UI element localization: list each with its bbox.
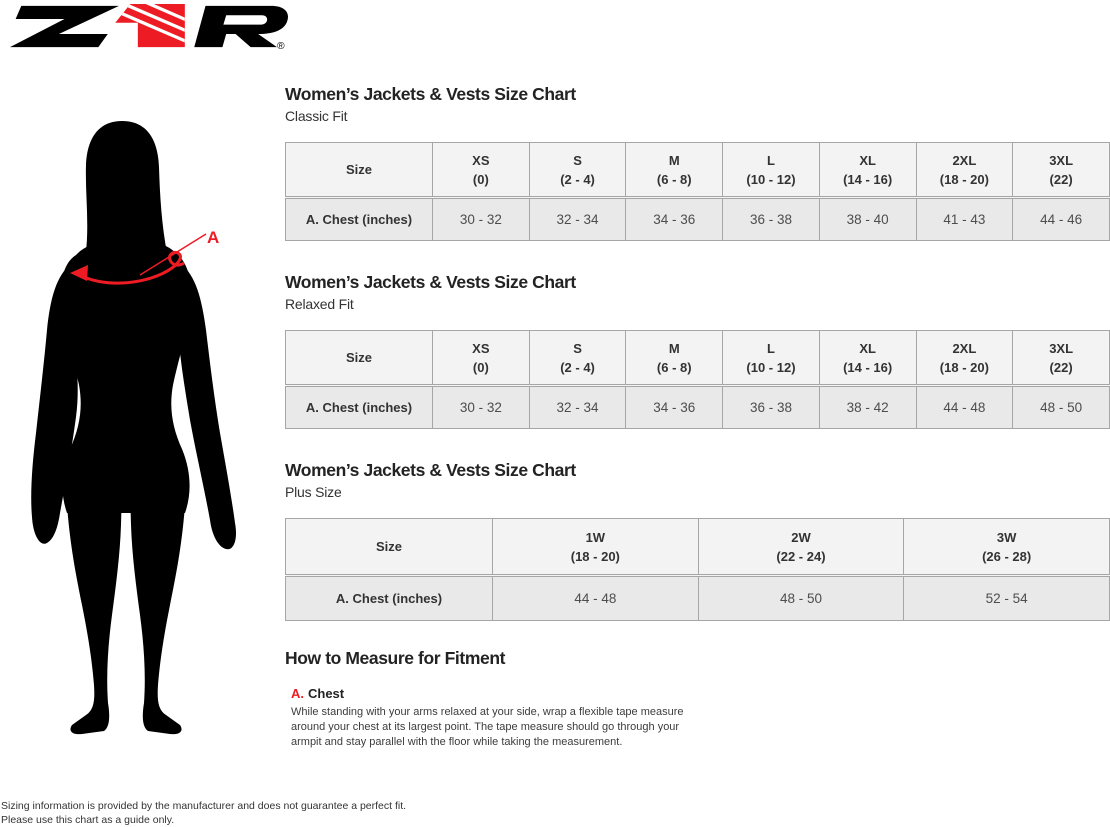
size-chart-content xyxy=(285,0,1110,827)
chest-value-1w: 44 - 48 xyxy=(493,576,699,621)
chest-value-2xl: 44 - 48 xyxy=(916,386,1013,429)
measure-heading: How to Measure for Fitment xyxy=(285,648,506,668)
col-header-s: S (2 - 4) xyxy=(529,143,626,198)
col-header-xs: XS (0) xyxy=(433,143,530,198)
header-row xyxy=(286,143,1110,198)
chest-row xyxy=(286,198,1110,241)
col-header-2xl: 2XL (18 - 20) xyxy=(916,331,1013,386)
body-measurement-figure xyxy=(30,115,250,735)
section-title: Women’s Jackets & Vests Size Chart xyxy=(285,84,576,104)
female-silhouette xyxy=(31,121,236,734)
col-header-3xl: 3XL (22) xyxy=(1013,143,1110,198)
disclaimer-line-2: Please use this chart as a guide only. xyxy=(1,814,175,826)
disclaimer-line-1: Sizing information is provided by the manufacturer and does not guarantee a perfect fit. xyxy=(1,800,407,812)
classic-fit-section xyxy=(285,84,1110,241)
row-label-chest: A. Chest (inches) xyxy=(286,576,493,621)
col-header-xs: XS (0) xyxy=(433,331,530,386)
col-header-l: L (10 - 12) xyxy=(723,143,820,198)
col-header-1w: 1W (18 - 20) xyxy=(493,519,699,576)
z1r-logo xyxy=(10,3,292,50)
chest-value-m: 34 - 36 xyxy=(626,386,723,429)
section-title: Women’s Jackets & Vests Size Chart xyxy=(285,272,576,292)
chest-value-s: 32 - 34 xyxy=(529,198,626,241)
chest-row xyxy=(286,576,1110,621)
col-header-3xl: 3XL (22) xyxy=(1013,331,1110,386)
chest-value-l: 36 - 38 xyxy=(723,198,820,241)
col-header-2xl: 2XL (18 - 20) xyxy=(916,143,1013,198)
chest-value-2xl: 41 - 43 xyxy=(916,198,1013,241)
measure-item-title xyxy=(291,686,721,701)
chest-row xyxy=(286,386,1110,429)
chest-value-xl: 38 - 42 xyxy=(819,386,916,429)
row-label-chest: A. Chest (inches) xyxy=(286,386,433,429)
measure-item-key: A. xyxy=(291,686,304,701)
plus-size-section xyxy=(285,460,1110,621)
header-row xyxy=(286,331,1110,386)
how-to-measure-section xyxy=(285,648,1110,750)
col-header-xl: XL (14 - 16) xyxy=(819,331,916,386)
row-label-chest: A. Chest (inches) xyxy=(286,198,433,241)
logo-letter-r xyxy=(194,6,288,47)
chest-value-xl: 38 - 40 xyxy=(819,198,916,241)
chest-value-2w: 48 - 50 xyxy=(698,576,904,621)
section-subtitle: Classic Fit xyxy=(285,108,348,124)
chest-value-xs: 30 - 32 xyxy=(433,198,530,241)
section-subtitle: Relaxed Fit xyxy=(285,296,354,312)
chest-value-m: 34 - 36 xyxy=(626,198,723,241)
chest-value-3xl: 44 - 46 xyxy=(1013,198,1110,241)
measure-item-description: While standing with your arms relaxed at your side, wrap a flexible tape measure around your chest at its largest point. The tape measure should go through your armpit and stay parallel with the floor while taking the measurement. xyxy=(291,706,684,748)
header-row xyxy=(286,519,1110,576)
chest-value-l: 36 - 38 xyxy=(723,386,820,429)
col-header-2w: 2W (22 - 24) xyxy=(698,519,904,576)
col-header-m: M (6 - 8) xyxy=(626,143,723,198)
relaxed-fit-table xyxy=(285,330,1110,429)
col-header-s: S (2 - 4) xyxy=(529,331,626,386)
col-header-3w: 3W (26 - 28) xyxy=(904,519,1110,576)
col-header-size: Size xyxy=(286,519,493,576)
measure-item-name: Chest xyxy=(308,686,345,701)
chest-value-3xl: 48 - 50 xyxy=(1013,386,1110,429)
disclaimer-footer xyxy=(1,799,406,827)
chest-value-3w: 52 - 54 xyxy=(904,576,1110,621)
col-header-m: M (6 - 8) xyxy=(626,331,723,386)
chest-value-s: 32 - 34 xyxy=(529,386,626,429)
col-header-l: L (10 - 12) xyxy=(723,331,820,386)
measure-label-a: A xyxy=(207,228,220,247)
registered-mark: ® xyxy=(276,41,285,50)
chest-value-xs: 30 - 32 xyxy=(433,386,530,429)
section-subtitle: Plus Size xyxy=(285,484,342,500)
logo-letter-z xyxy=(10,6,119,47)
col-header-size: Size xyxy=(286,331,433,386)
col-header-xl: XL (14 - 16) xyxy=(819,143,916,198)
measure-item-chest xyxy=(291,686,721,750)
plus-size-table xyxy=(285,518,1110,621)
section-title: Women’s Jackets & Vests Size Chart xyxy=(285,460,576,480)
classic-fit-table xyxy=(285,142,1110,241)
col-header-size: Size xyxy=(286,143,433,198)
relaxed-fit-section xyxy=(285,272,1110,429)
